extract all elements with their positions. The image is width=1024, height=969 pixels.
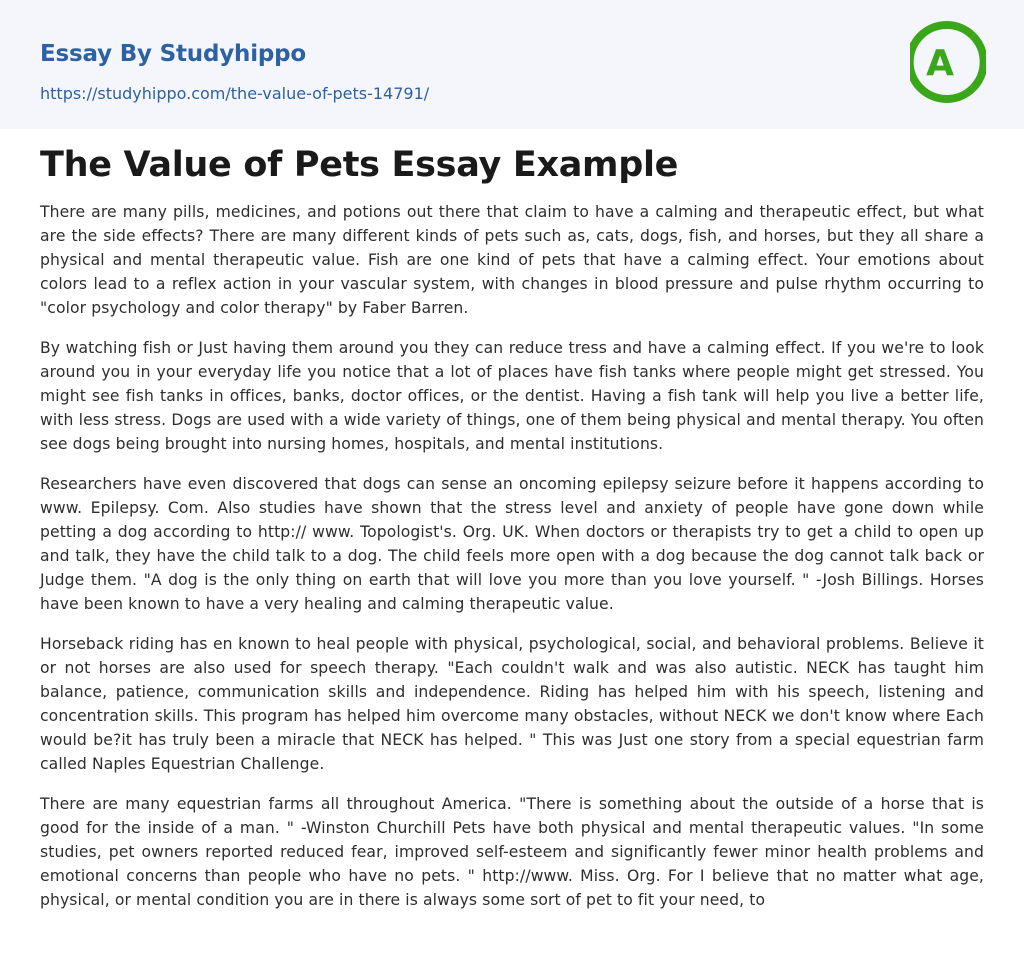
essay-paragraph: By watching fish or Just having them around you they can reduce tress and have a calming effect. If you we're to look around you in your everyday life you notice that a lot of places have fish tanks where people might get stressed. You might see fish tanks in offices, banks, doctor offices, or the dentist. Having a fish tank will help you live a better life, with less stress. Dogs are used with a wide variety of things, one of them being physical and mental therapy. You often see dogs being brought into nursing homes, hospitals, and mental institutions. — [40, 339, 984, 453]
logo-letter: A — [926, 43, 954, 84]
studyhippo-logo-icon[interactable] — [910, 19, 986, 105]
page-title: The Value of Pets Essay Example — [40, 145, 679, 185]
essay-paragraph: Horseback riding has en known to heal people with physical, psychological, social, and behavioral problems. Believe it or not horses are also used for speech therapy. "Each couldn't walk and was also autistic. NECK has taught him balance, patience, communication skills and independence. Riding has helped him with his speech, listening and concentration skills. This program has helped him overcome many obstacles, without NECK we don't know where Each would be?it has truly been a miracle that NECK has helped. " This was Just one story from a special equestrian farm called Naples Equestrian Challenge. — [40, 635, 984, 773]
essay-body — [40, 200, 984, 928]
site-header — [0, 0, 1024, 129]
essay-paragraph: There are many pills, medicines, and potions out there that claim to have a calming and therapeutic effect, but what are the side effects? There are many different kinds of pets such as, cats, dogs, fish, and horses, but they all share a physical and mental therapeutic value. Fish are one kind of pets that have a calming effect. Your emotions about colors lead to a reflex action in your vascular system, with changes in blood pressure and pulse rhythm occurring to "color psychology and color therapy" by Faber Barren. — [40, 203, 984, 317]
page-url-link[interactable]: https://studyhippo.com/the-value-of-pets-14791/ — [40, 84, 430, 103]
essay-paragraph: There are many equestrian farms all throughout America. "There is something about the outside of a horse that is good for the inside of a man. " -Winston Churchill Pets have both physical and mental therapeutic values. "In some studies, pet owners reported reduced fear, improved self-esteem and significantly fewer minor health problems and emotional concerns than people who have no pets. " http://www. Miss. Org. For I believe that no matter what age, physical, or mental condition you are in there is always some sort of pet to fit your need, to — [40, 795, 984, 909]
site-brand[interactable]: Essay By Studyhippo — [40, 41, 307, 67]
essay-paragraph: Researchers have even discovered that dogs can sense an oncoming epilepsy seizure before it happens according to www. Epilepsy. Com. Also studies have shown that the stress level and anxiety of people have gone down while petting a dog according to http:// www. Topologist's. Org. UK. When doctors or therapists try to get a child to open up and talk, they have the child talk to a dog. The child feels more open with a dog because the dog cannot talk back or Judge them. "A dog is the only thing on earth that will love you more than you love yourself. " -Josh Billings. Horses have been known to have a very healing and calming therapeutic value. — [40, 475, 984, 613]
